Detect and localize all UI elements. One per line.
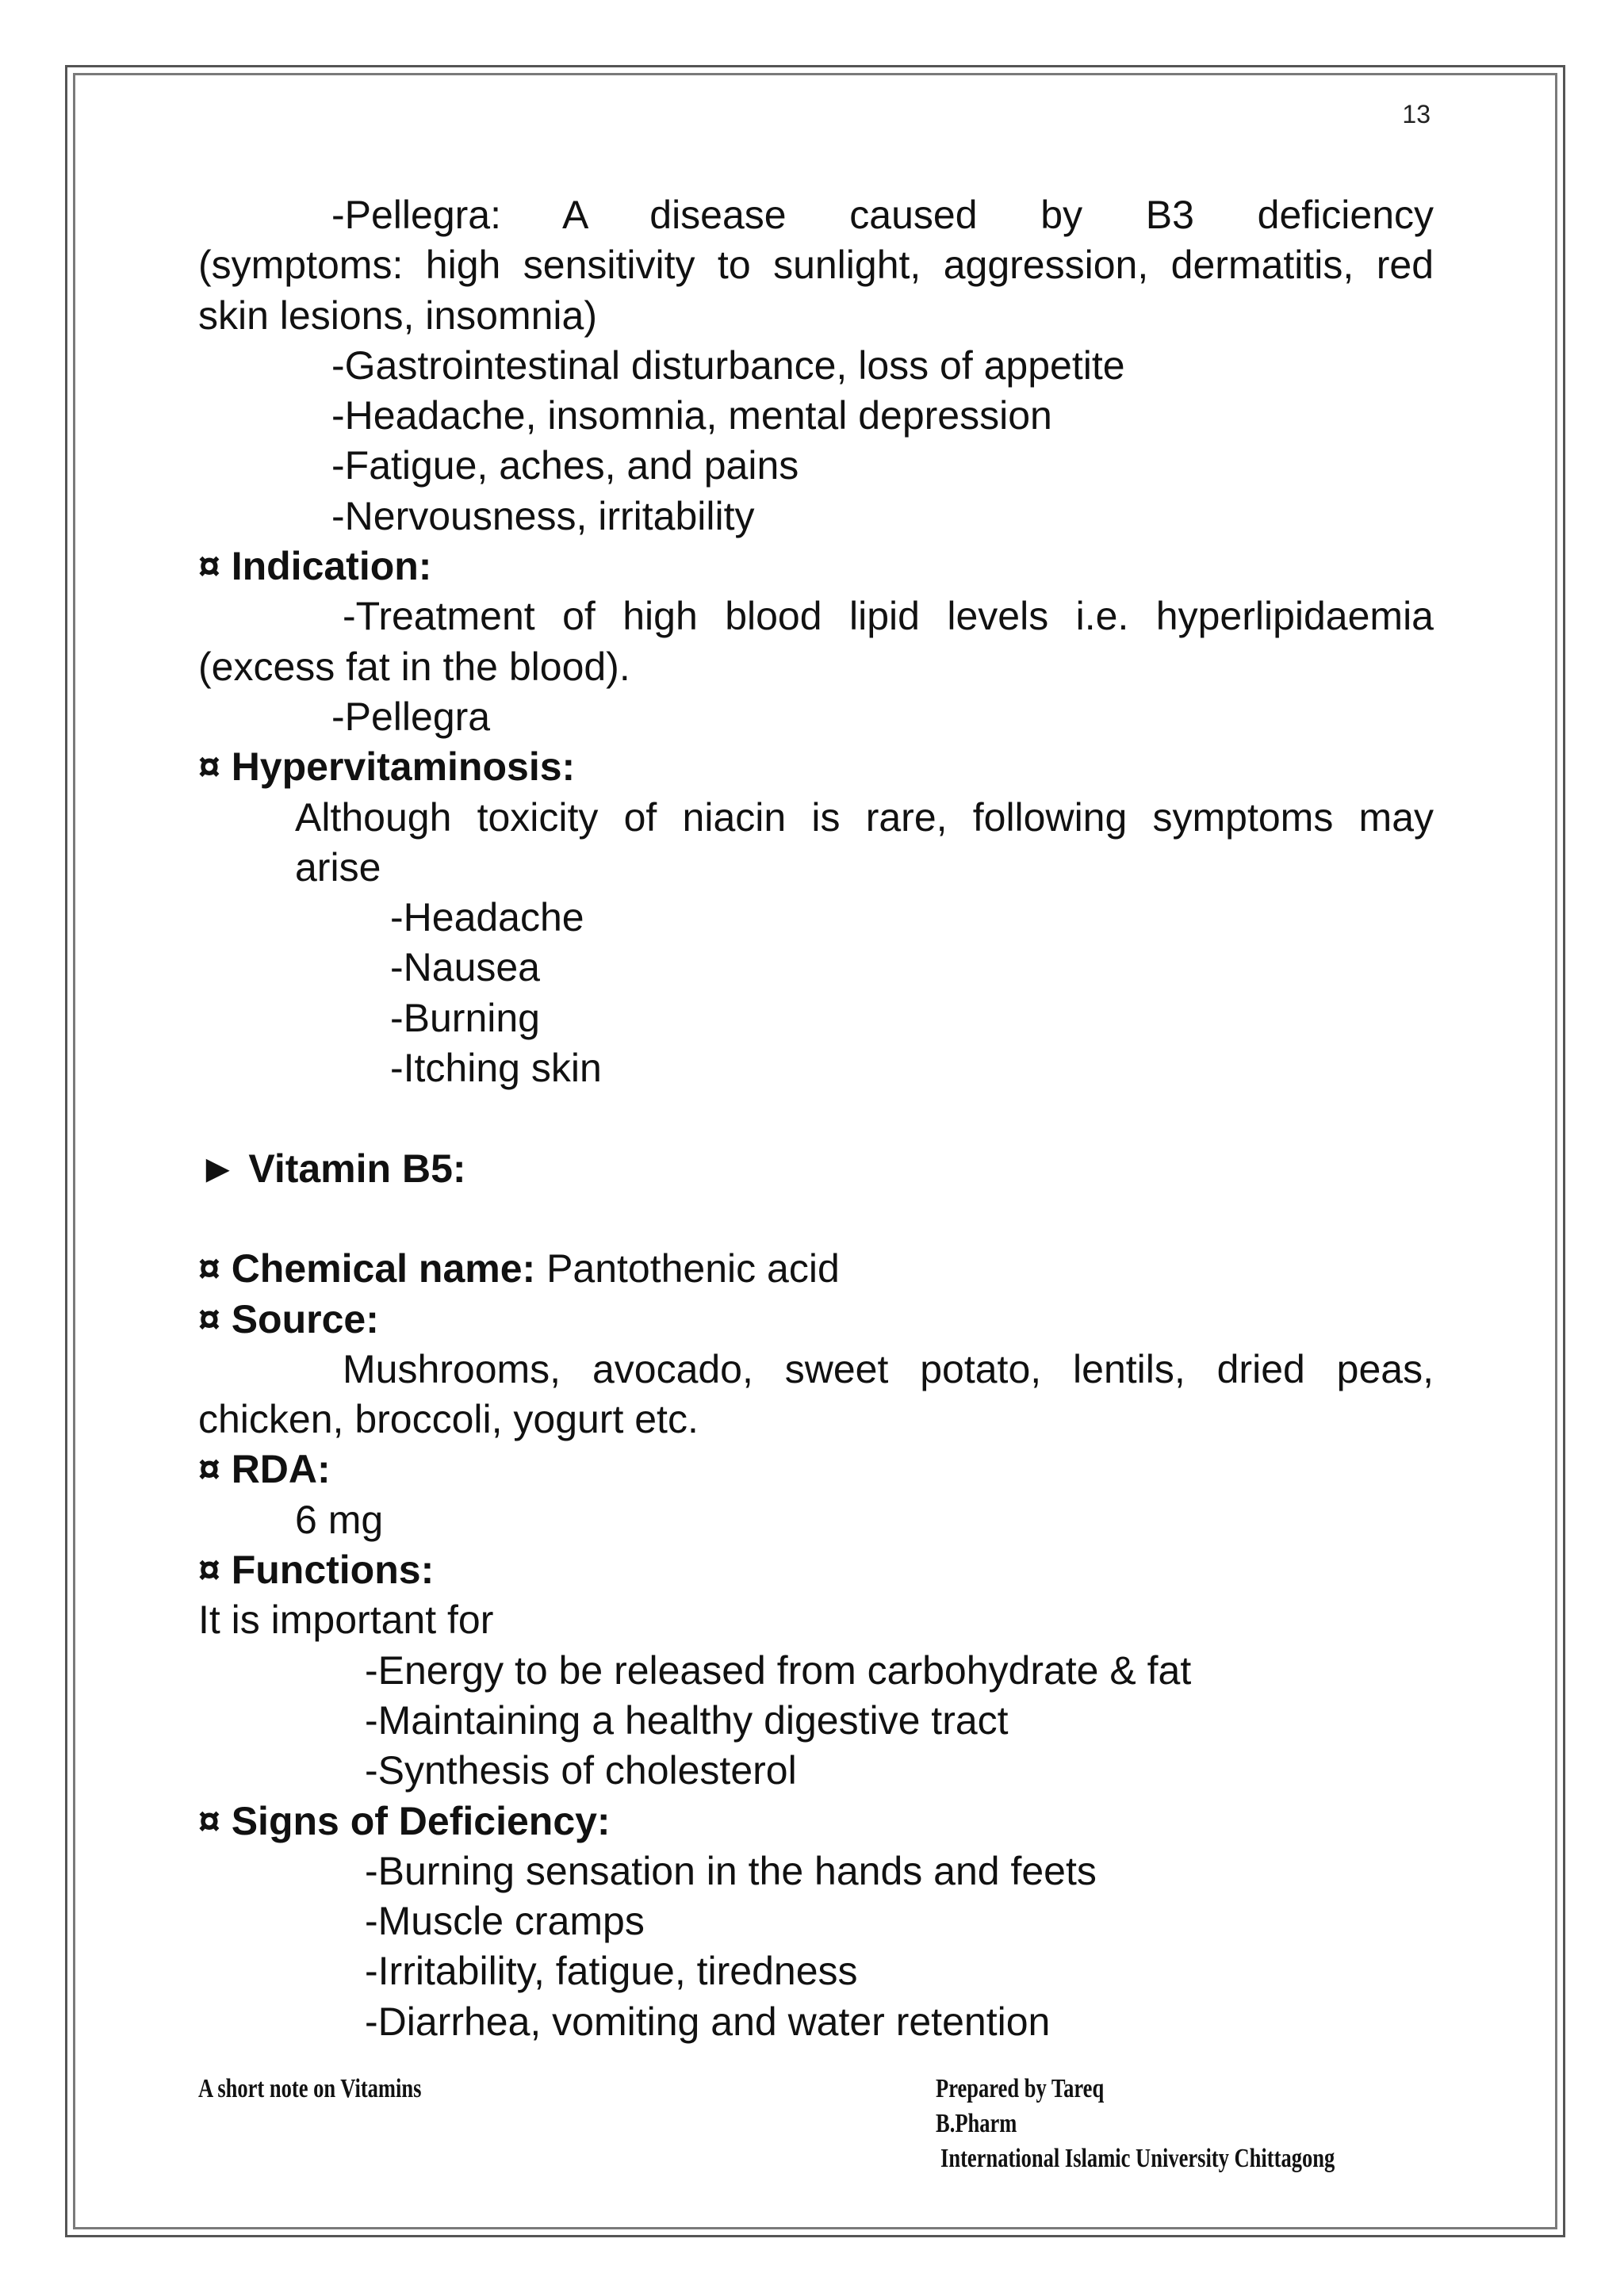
indication-heading: ¤ Indication:	[198, 544, 432, 589]
pellegra-continuation: (symptoms: high sensitivity to sunlight, aggression, dermatitis, red skin lesions, insomnia)	[198, 243, 1434, 338]
source-text-continuation: chicken, broccoli, yogurt etc.	[198, 1397, 699, 1442]
page-content	[198, 190, 1434, 2047]
functions-intro: It is important for	[198, 1598, 494, 1643]
spacer	[198, 1093, 1434, 1143]
b3-deficiency-item: -Nervousness, irritability	[331, 493, 755, 538]
functions-heading: ¤ Functions:	[198, 1548, 435, 1593]
footer-prepared-by: Prepared by Tareq	[936, 2074, 1105, 2103]
spacer	[198, 1194, 1434, 1244]
hypervitaminosis-intro-continuation: arise	[295, 844, 381, 890]
rda-heading: ¤ RDA:	[198, 1447, 331, 1492]
hypervitaminosis-symptom: -Itching skin	[390, 1046, 602, 1091]
hypervitaminosis-heading: ¤ Hypervitaminosis:	[198, 744, 576, 790]
hypervitaminosis-symptom: -Burning	[390, 995, 540, 1040]
footer-degree: B.Pharm	[936, 2109, 1017, 2138]
deficiency-item: -Diarrhea, vomiting and water retention	[365, 1999, 1051, 2044]
rda-value: 6 mg	[295, 1497, 384, 1542]
footer-university: International Islamic University Chittagong	[940, 2144, 1335, 2173]
vitamin-b5-title: ► Vitamin B5:	[198, 1146, 466, 1191]
b3-deficiency-item: -Headache, insomnia, mental depression	[331, 393, 1052, 438]
hypervitaminosis-intro: Although toxicity of niacin is rare, following symptoms may	[295, 794, 1434, 840]
chemical-name-label: ¤ Chemical name:	[198, 1246, 536, 1292]
hypervitaminosis-symptom: -Nausea	[390, 945, 540, 990]
b3-deficiency-item: -Fatigue, aches, and pains	[331, 443, 799, 488]
footer-title: A short note on Vitamins	[198, 2074, 422, 2103]
source-heading: ¤ Source:	[198, 1296, 379, 1341]
b3-deficiency-item: -Gastrointestinal disturbance, loss of appetite	[331, 342, 1125, 388]
hypervitaminosis-symptom: -Headache	[390, 895, 584, 940]
deficiency-heading: ¤ Signs of Deficiency:	[198, 1798, 611, 1843]
function-item: -Energy to be released from carbohydrate & fat	[365, 1647, 1192, 1693]
chemical-name-row	[198, 1244, 1434, 1294]
deficiency-item: -Burning sensation in the hands and feets	[365, 1848, 1097, 1893]
pellegra-paragraph	[198, 190, 1434, 341]
pellegra-first-line: -Pellegra: A disease caused by B3 deficiency	[331, 193, 1434, 237]
indication-treatment: -Treatment of high blood lipid levels i.e. hyperlipidaemia	[343, 594, 1434, 639]
page-number: 13	[1402, 100, 1431, 128]
function-item: -Maintaining a healthy digestive tract	[365, 1697, 1009, 1743]
chemical-name-value: Pantothenic acid	[535, 1246, 840, 1292]
indication-pellegra: -Pellegra	[331, 694, 491, 739]
deficiency-item: -Irritability, fatigue, tiredness	[365, 1949, 858, 1994]
source-text: Mushrooms, avocado, sweet potato, lentils, dried peas,	[343, 1346, 1434, 1391]
indication-treatment-continuation: (excess fat in the blood).	[198, 644, 630, 689]
deficiency-item: -Muscle cramps	[365, 1899, 645, 1944]
function-item: -Synthesis of cholesterol	[365, 1748, 797, 1793]
